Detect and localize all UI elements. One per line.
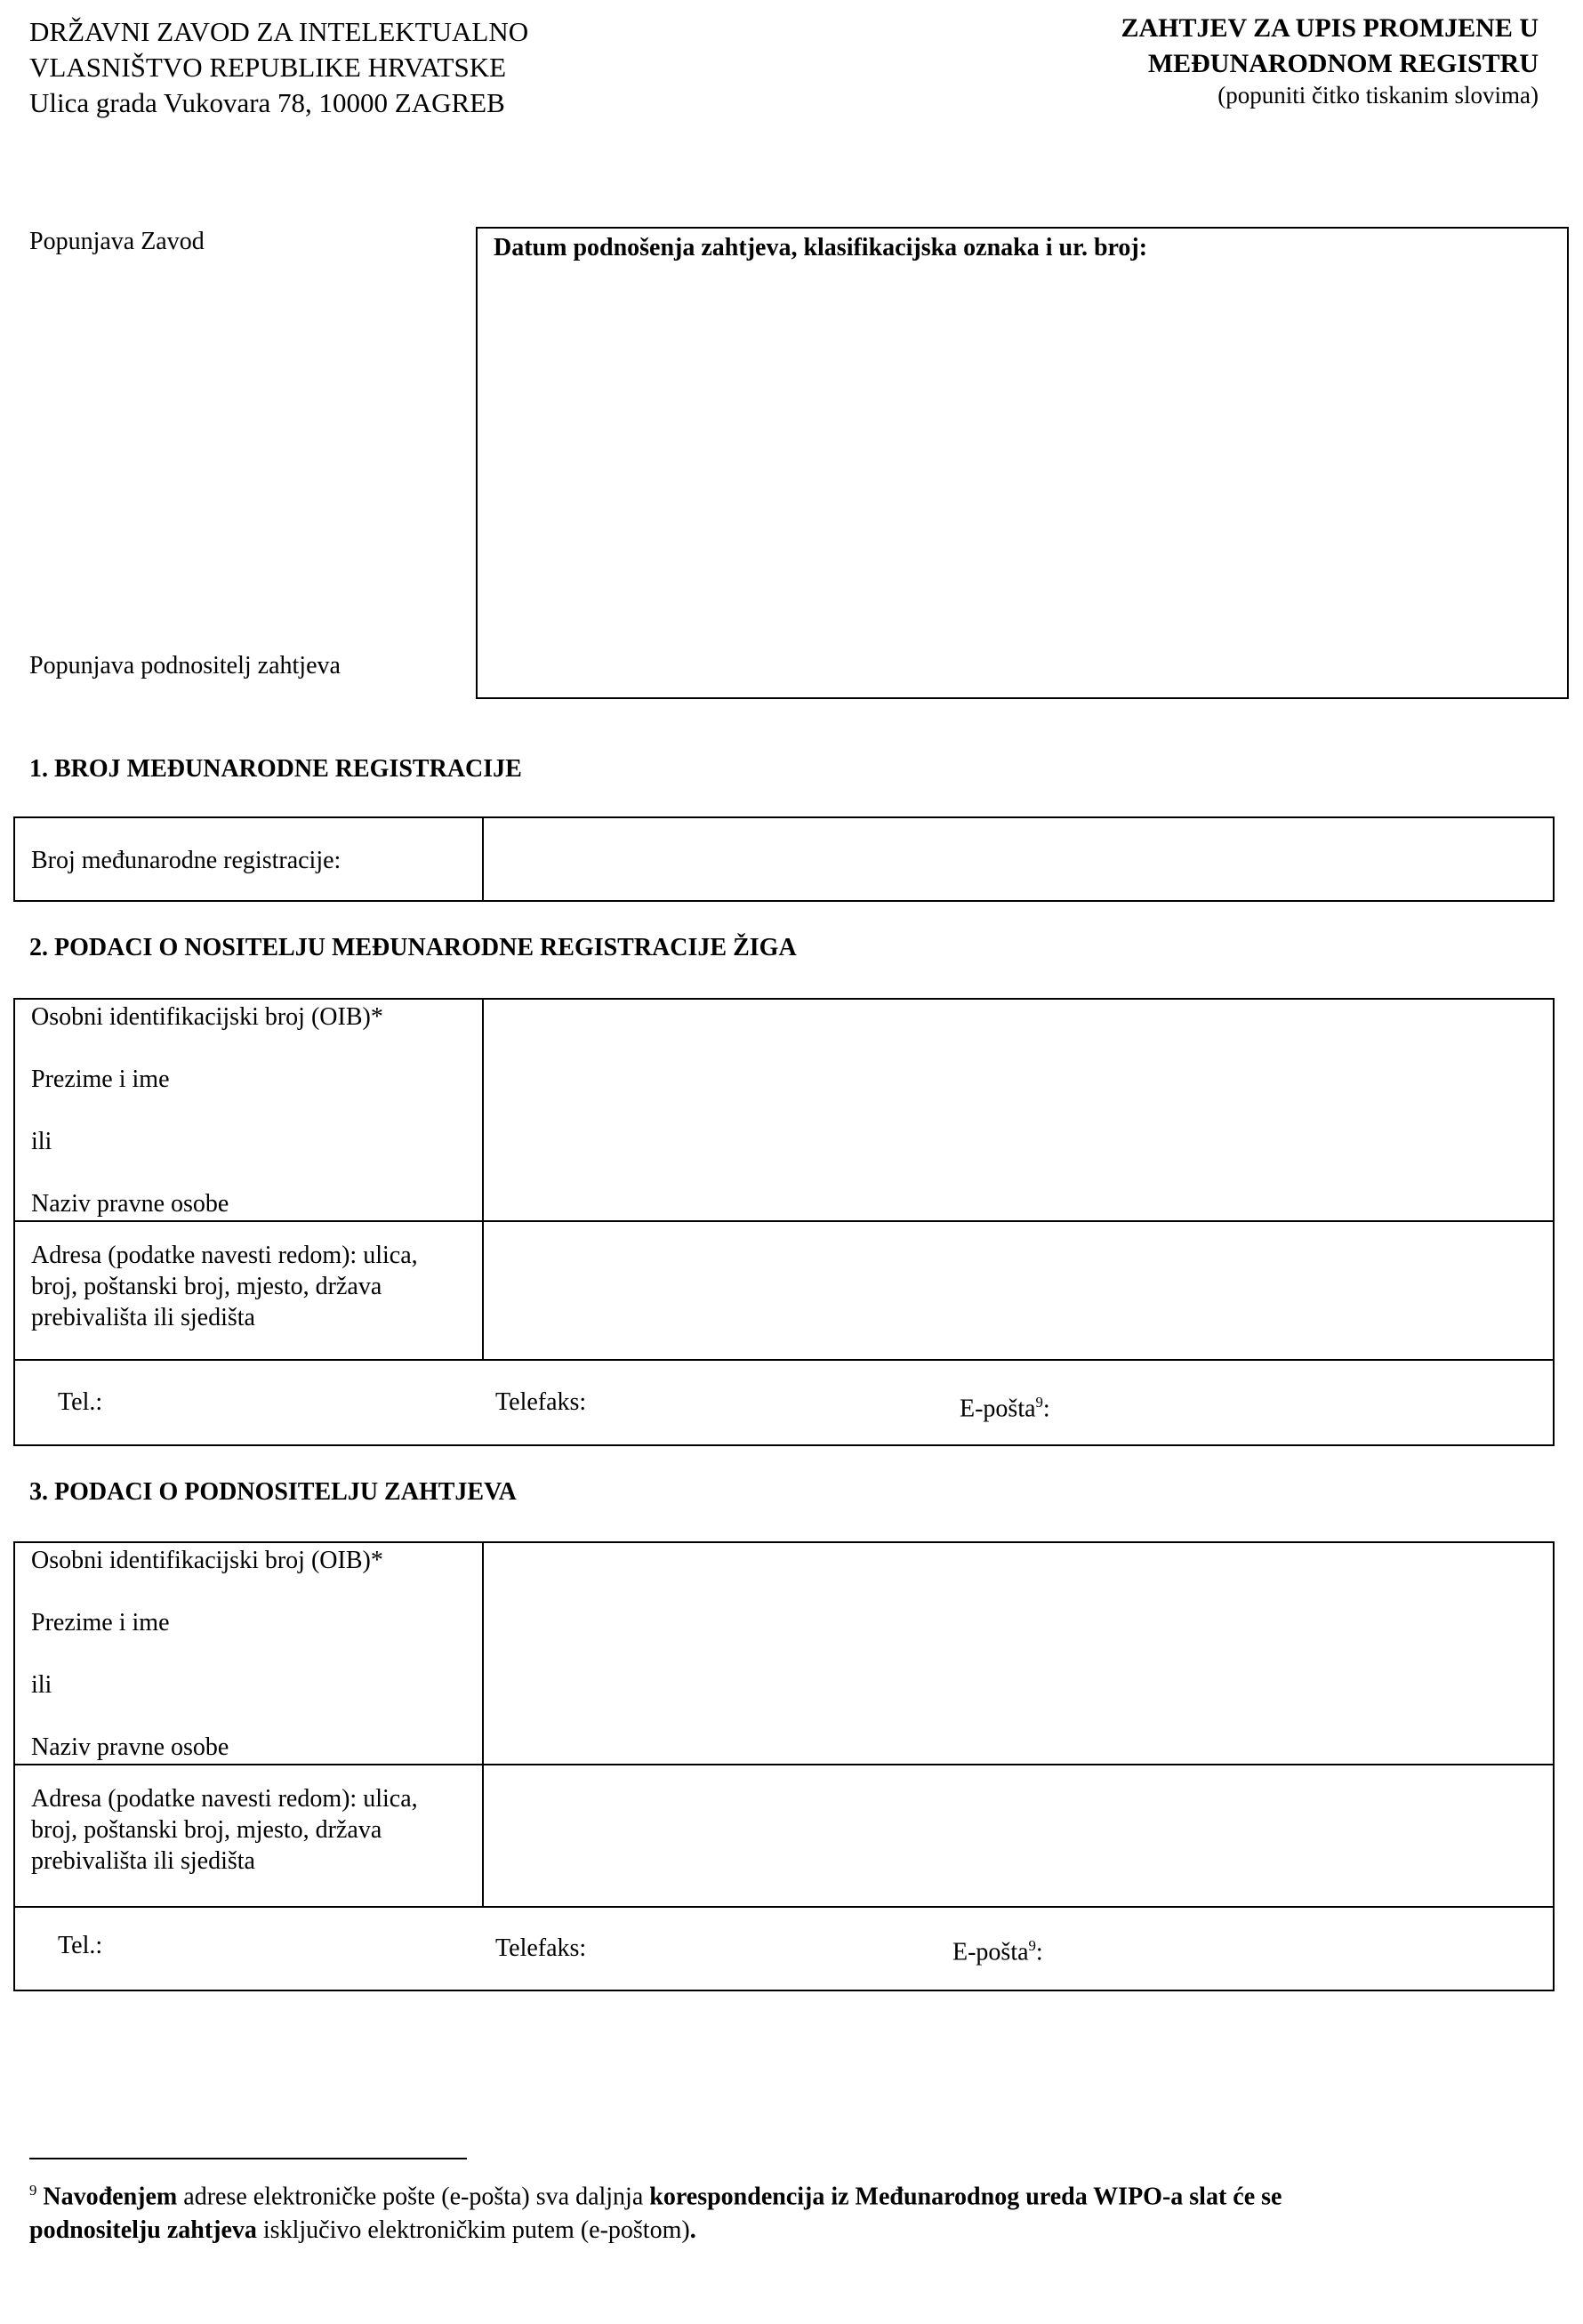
holder-id-field[interactable] — [486, 1000, 1553, 1220]
holder-address-label-1: Adresa (podatke navesti redom): ulica, — [31, 1242, 418, 1269]
applicant-id-label-oib: Osobni identifikacijski broj (OIB)* — [31, 1547, 383, 1574]
footnote — [29, 2174, 1282, 2248]
office-box-title: Datum podnošenja zahtjeva, klasifikacijska oznaka i ur. broj: — [494, 234, 1148, 261]
applicant-tel-label[interactable] — [58, 1930, 102, 1961]
org-name-line-2: VLASNIŠTVO REPUBLIKE HRVATSKE — [29, 52, 507, 83]
applicant-id-label-legal: Naziv pravne osobe — [31, 1733, 229, 1761]
colon: : — [1035, 1938, 1043, 1966]
applicant-id-field[interactable] — [486, 1543, 1553, 1764]
footnote-text: će se — [1226, 2183, 1282, 2211]
org-address-line: Ulica grada Vukovara 78, 10000 ZAGREB — [29, 87, 505, 118]
footnote-ref: 9 — [1035, 1394, 1043, 1411]
registration-number-label: Broj međunarodne registracije: — [31, 847, 342, 874]
holder-id-label-oib: Osobni identifikacijski broj (OIB)* — [31, 1003, 383, 1031]
footnote-text: isključivo elektroničkim putem (e-poštom) — [256, 2216, 690, 2245]
form-title-line-2: MEĐUNARODNOM REGISTRU — [1147, 49, 1539, 78]
colon: : — [1042, 1395, 1050, 1423]
section-2-heading: 2. PODACI O NOSITELJU MEĐUNARODNE REGISTRACIJE ŽIGA — [29, 934, 797, 961]
org-name-line-1: DRŽAVNI ZAVOD ZA INTELEKTUALNO — [29, 16, 529, 47]
applicant-email-label[interactable] — [952, 1930, 1043, 1967]
email-text: E-pošta — [952, 1938, 1029, 1966]
holder-email-label[interactable] — [960, 1387, 1050, 1424]
footnote-bold: Navođenjem — [43, 2183, 178, 2211]
holder-id-label-or: ili — [31, 1128, 52, 1155]
tel-text: Tel.: — [58, 1932, 103, 1959]
footnote-bold: korespondencija iz Međunarodnog ureda WIPO-a slat — [649, 2183, 1227, 2211]
label-office-fills: Popunjava Zavod — [29, 228, 205, 255]
divider — [482, 1543, 484, 1906]
footnote-ref: 9 — [1028, 1937, 1036, 1954]
applicant-fax-label[interactable] — [495, 1933, 586, 1964]
holder-address-label-2: broj, poštanski broj, mjesto, država — [31, 1273, 382, 1300]
footnote-separator — [29, 2158, 467, 2159]
form-title-line-1: ZAHTJEV ZA UPIS PROMJENE U — [1121, 13, 1539, 43]
email-text: E-pošta — [960, 1395, 1036, 1423]
holder-id-label-name: Prezime i ime — [31, 1066, 170, 1093]
tel-text: Tel.: — [58, 1388, 103, 1416]
section-3-table — [13, 1541, 1555, 1991]
section-3-heading: 3. PODACI O PODNOSITELJU ZAHTJEVA — [29, 1478, 517, 1506]
applicant-address-field[interactable] — [486, 1765, 1553, 1906]
divider — [15, 1359, 1553, 1361]
applicant-address-label-3: prebivališta ili sjedišta — [31, 1847, 255, 1875]
holder-address-label-3: prebivališta ili sjedišta — [31, 1304, 255, 1331]
form-title-block — [1121, 11, 1539, 109]
office-use-box — [476, 227, 1569, 699]
form-subtitle: (popuniti čitko tiskanim slovima) — [1217, 82, 1539, 109]
applicant-address-label-1: Adresa (podatke navesti redom): ulica, — [31, 1785, 418, 1813]
section-2-table — [13, 998, 1555, 1446]
section-1-table — [13, 816, 1555, 902]
applicant-id-label-name: Prezime i ime — [31, 1609, 170, 1636]
footnote-number: 9 — [29, 2182, 37, 2199]
holder-tel-label[interactable] — [58, 1387, 102, 1418]
registration-number-field[interactable] — [486, 818, 1553, 900]
divider — [15, 1906, 1553, 1908]
divider — [482, 818, 484, 900]
holder-fax-label[interactable] — [495, 1387, 586, 1418]
holder-address-field[interactable] — [486, 1222, 1553, 1359]
divider — [482, 1000, 484, 1359]
office-address — [29, 14, 528, 121]
applicant-address-label-2: broj, poštanski broj, mjesto, država — [31, 1816, 382, 1844]
footnote-text: adrese elektroničke pošte (e-pošta) sva daljnja — [177, 2183, 650, 2211]
applicant-id-label-or: ili — [31, 1671, 52, 1699]
fax-text: Telefaks: — [495, 1388, 587, 1416]
footnote-bold: podnositelju zahtjeva — [29, 2216, 257, 2245]
section-1-heading: 1. BROJ MEĐUNARODNE REGISTRACIJE — [29, 755, 522, 783]
label-applicant-fills: Popunjava podnositelj zahtjeva — [29, 652, 341, 680]
holder-id-label-legal: Naziv pravne osobe — [31, 1190, 229, 1218]
fax-text: Telefaks: — [495, 1934, 587, 1962]
footnote-bold: . — [689, 2216, 696, 2245]
